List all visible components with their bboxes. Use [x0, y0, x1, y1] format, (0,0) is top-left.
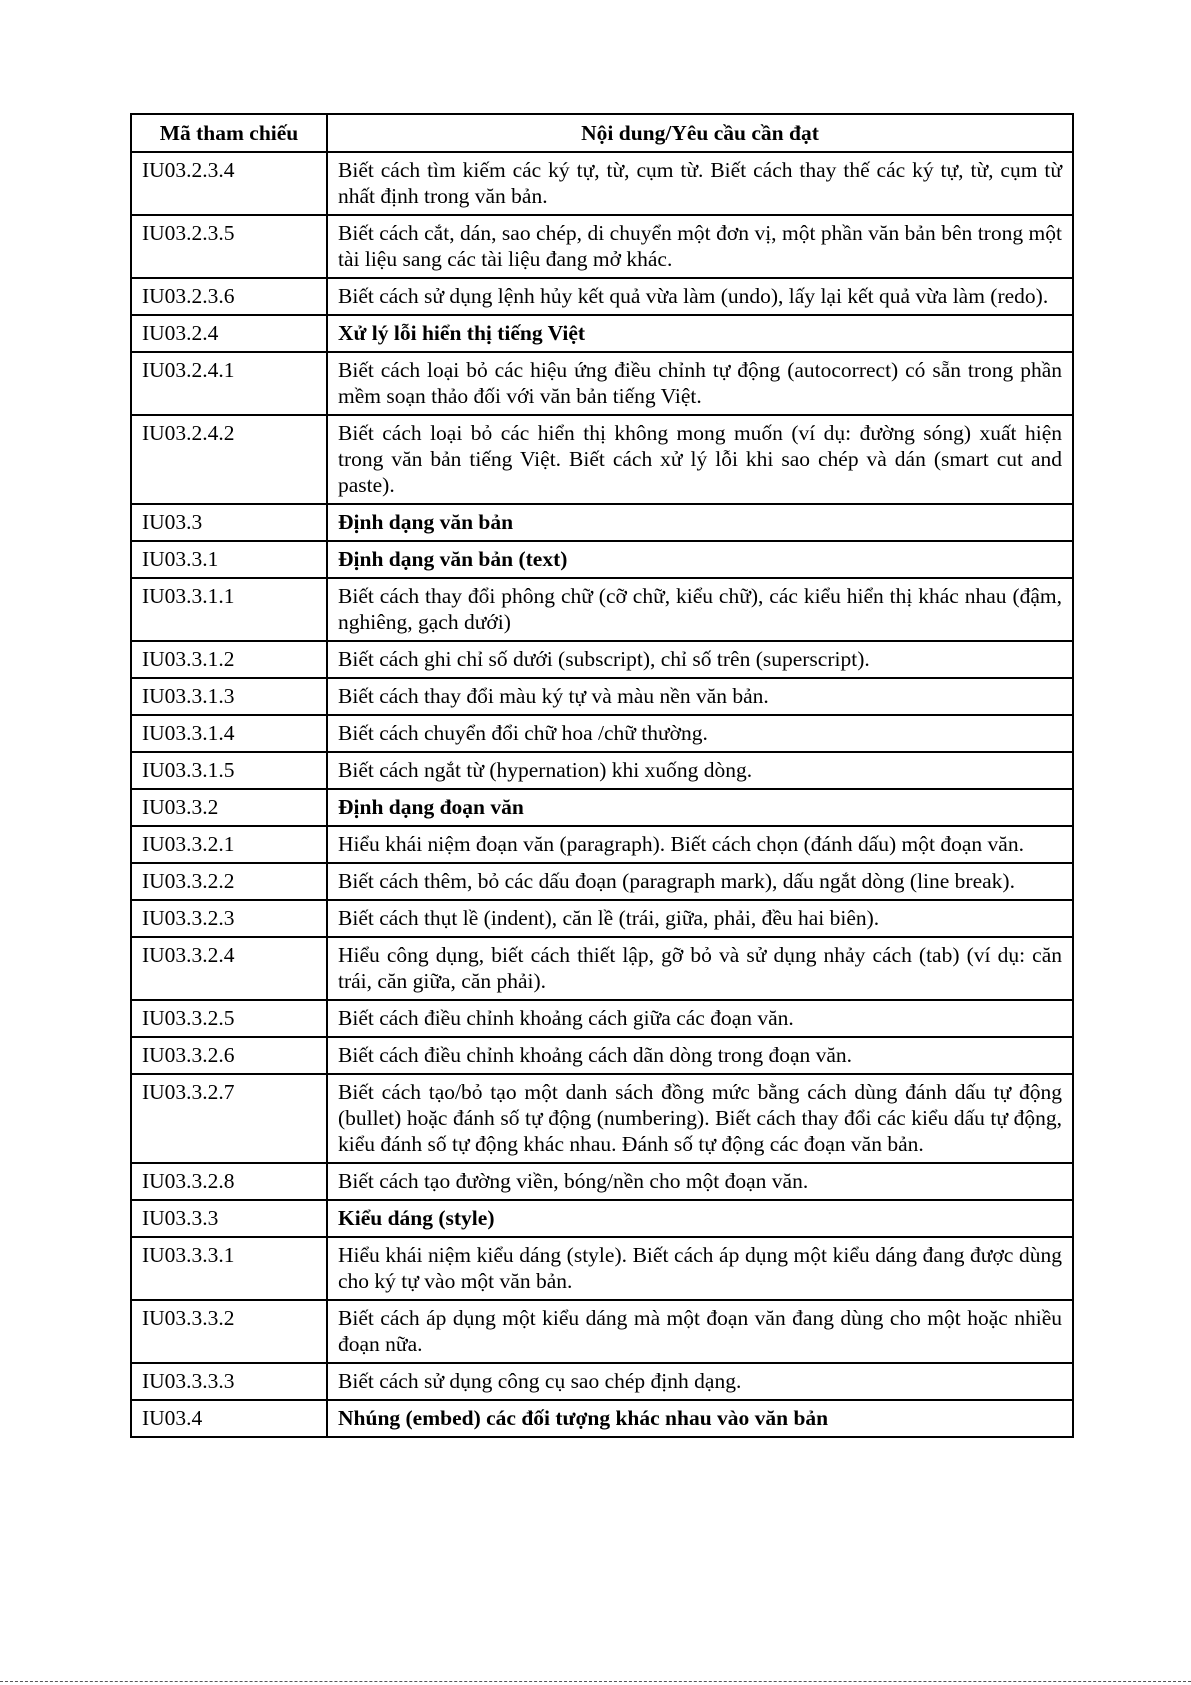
table-row [131, 1300, 1073, 1363]
table-row [131, 1074, 1073, 1163]
requirement-cell: Biết cách thay đổi màu ký tự và màu nền văn bản. [327, 678, 1073, 715]
reference-code-cell: IU03.2.4.2 [131, 415, 327, 504]
reference-code-cell: IU03.3.3.2 [131, 1300, 327, 1363]
table-row [131, 752, 1073, 789]
requirement-cell: Biết cách loại bỏ các hiển thị không mong muốn (ví dụ: đường sóng) xuất hiện trong văn bản tiếng Việt. Biết cách xử lý lỗi khi sao chép và dán (smart cut and paste). [327, 415, 1073, 504]
table-body [131, 152, 1073, 1437]
reference-code-cell: IU03.3.1.1 [131, 578, 327, 641]
requirement-cell: Biết cách điều chỉnh khoảng cách dãn dòng trong đoạn văn. [327, 1037, 1073, 1074]
section-heading-cell: Định dạng đoạn văn [327, 789, 1073, 826]
requirement-cell: Biết cách tìm kiếm các ký tự, từ, cụm từ. Biết cách thay thế các ký tự, từ, cụm từ nhất định trong văn bản. [327, 152, 1073, 215]
requirement-cell: Biết cách chuyển đổi chữ hoa /chữ thường. [327, 715, 1073, 752]
table-row [131, 1163, 1073, 1200]
table-row [131, 678, 1073, 715]
header-content-requirements: Nội dung/Yêu cầu cần đạt [327, 114, 1073, 152]
reference-code-cell: IU03.3.3 [131, 1200, 327, 1237]
table-row [131, 278, 1073, 315]
requirement-cell: Biết cách ghi chỉ số dưới (subscript), chỉ số trên (superscript). [327, 641, 1073, 678]
reference-code-cell: IU03.3.2 [131, 789, 327, 826]
reference-code-cell: IU03.3.1.4 [131, 715, 327, 752]
reference-code-cell: IU03.3.1.3 [131, 678, 327, 715]
reference-code-cell: IU03.3.2.6 [131, 1037, 327, 1074]
table-row [131, 1400, 1073, 1437]
section-heading-cell: Định dạng văn bản (text) [327, 541, 1073, 578]
reference-code-cell: IU03.3.1.2 [131, 641, 327, 678]
requirement-cell: Hiểu khái niệm kiểu dáng (style). Biết cách áp dụng một kiểu dáng đang được dùng cho ký tự vào một văn bản. [327, 1237, 1073, 1300]
reference-code-cell: IU03.4 [131, 1400, 327, 1437]
table-row [131, 415, 1073, 504]
reference-code-cell: IU03.2.3.6 [131, 278, 327, 315]
table-row [131, 152, 1073, 215]
requirement-cell: Biết cách loại bỏ các hiệu ứng điều chỉnh tự động (autocorrect) có sẵn trong phần mềm soạn thảo đối với văn bản tiếng Việt. [327, 352, 1073, 415]
requirement-cell: Hiểu khái niệm đoạn văn (paragraph). Biết cách chọn (đánh dấu) một đoạn văn. [327, 826, 1073, 863]
requirement-cell: Biết cách thay đổi phông chữ (cỡ chữ, kiểu chữ), các kiểu hiển thị khác nhau (đậm, nghiêng, gạch dưới) [327, 578, 1073, 641]
requirement-cell: Biết cách thụt lề (indent), căn lề (trái, giữa, phải, đều hai biên). [327, 900, 1073, 937]
requirement-cell: Biết cách sử dụng công cụ sao chép định dạng. [327, 1363, 1073, 1400]
reference-code-cell: IU03.3.2.1 [131, 826, 327, 863]
requirement-cell: Biết cách tạo/bỏ tạo một danh sách đồng mức bằng cách dùng đánh dấu tự động (bullet) hoặc đánh số tự động (numbering). Biết cách thay đổi các kiểu dấu tự động, kiểu đánh số tự động khác nhau. Đánh số tự động các đoạn văn bản. [327, 1074, 1073, 1163]
requirement-cell: Biết cách sử dụng lệnh hủy kết quả vừa làm (undo), lấy lại kết quả vừa làm (redo). [327, 278, 1073, 315]
requirement-cell: Hiểu công dụng, biết cách thiết lập, gỡ bỏ và sử dụng nhảy cách (tab) (ví dụ: căn trái, căn giữa, căn phải). [327, 937, 1073, 1000]
reference-code-cell: IU03.2.4.1 [131, 352, 327, 415]
reference-code-cell: IU03.3.1.5 [131, 752, 327, 789]
table-row [131, 352, 1073, 415]
requirement-cell: Biết cách tạo đường viền, bóng/nền cho một đoạn văn. [327, 1163, 1073, 1200]
reference-code-cell: IU03.3.2.3 [131, 900, 327, 937]
requirement-cell: Biết cách cắt, dán, sao chép, di chuyển một đơn vị, một phần văn bản bên trong một tài liệu sang các tài liệu đang mở khác. [327, 215, 1073, 278]
section-heading-cell: Định dạng văn bản [327, 504, 1073, 541]
reference-code-cell: IU03.2.4 [131, 315, 327, 352]
reference-code-cell: IU03.3.2.4 [131, 937, 327, 1000]
table-row [131, 641, 1073, 678]
table-row [131, 541, 1073, 578]
table-row [131, 1037, 1073, 1074]
requirement-cell: Biết cách ngắt từ (hypernation) khi xuống dòng. [327, 752, 1073, 789]
table-row [131, 900, 1073, 937]
reference-code-cell: IU03.3.2.7 [131, 1074, 327, 1163]
reference-code-cell: IU03.3.2.8 [131, 1163, 327, 1200]
reference-code-cell: IU03.2.3.5 [131, 215, 327, 278]
reference-code-cell: IU03.3.1 [131, 541, 327, 578]
table-row [131, 215, 1073, 278]
section-heading-cell: Nhúng (embed) các đối tượng khác nhau vào văn bản [327, 1400, 1073, 1437]
table-row [131, 315, 1073, 352]
reference-code-cell: IU03.3.3.3 [131, 1363, 327, 1400]
table-row [131, 1363, 1073, 1400]
table-row [131, 715, 1073, 752]
page-bottom-divider [0, 1681, 1191, 1682]
requirements-table [130, 113, 1074, 1438]
requirement-cell: Biết cách điều chỉnh khoảng cách giữa các đoạn văn. [327, 1000, 1073, 1037]
reference-code-cell: IU03.2.3.4 [131, 152, 327, 215]
table-header-row [131, 114, 1073, 152]
table-row [131, 504, 1073, 541]
table-row [131, 789, 1073, 826]
table-row [131, 826, 1073, 863]
table-row [131, 937, 1073, 1000]
section-heading-cell: Kiểu dáng (style) [327, 1200, 1073, 1237]
requirement-cell: Biết cách áp dụng một kiểu dáng mà một đoạn văn đang dùng cho một hoặc nhiều đoạn nữa. [327, 1300, 1073, 1363]
section-heading-cell: Xử lý lỗi hiển thị tiếng Việt [327, 315, 1073, 352]
reference-code-cell: IU03.3.3.1 [131, 1237, 327, 1300]
header-reference-code: Mã tham chiếu [131, 114, 327, 152]
requirement-cell: Biết cách thêm, bỏ các dấu đoạn (paragraph mark), dấu ngắt dòng (line break). [327, 863, 1073, 900]
reference-code-cell: IU03.3.2.5 [131, 1000, 327, 1037]
table-row [131, 578, 1073, 641]
table-row [131, 1237, 1073, 1300]
reference-code-cell: IU03.3 [131, 504, 327, 541]
reference-code-cell: IU03.3.2.2 [131, 863, 327, 900]
table-row [131, 1000, 1073, 1037]
table-row [131, 863, 1073, 900]
table-row [131, 1200, 1073, 1237]
